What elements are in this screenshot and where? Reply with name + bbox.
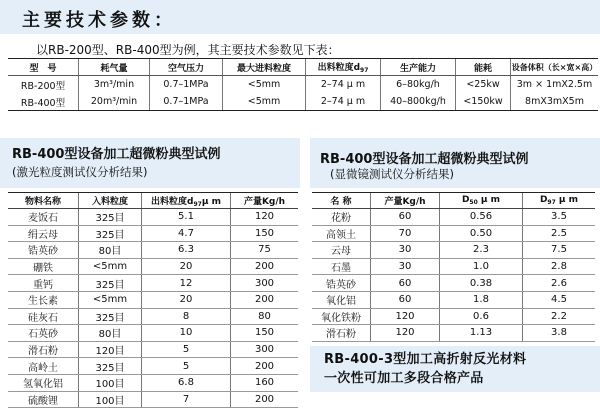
left-table-row-cell: <5mm xyxy=(79,258,142,275)
left-table-row-cell: 325目 xyxy=(79,209,142,226)
left-table-row-cell: 100目 xyxy=(79,374,142,391)
left-table-row-cell: 325目 xyxy=(79,275,142,292)
left-table-row-cell: 160 xyxy=(231,374,299,391)
left-header-yield: 产量Kg/h xyxy=(231,193,299,209)
spec-cell: <5mm xyxy=(223,76,306,94)
right-results-table xyxy=(312,192,595,342)
left-table-row-cell: 80目 xyxy=(79,242,142,259)
right-header-d97-unit: μ m xyxy=(558,195,579,205)
left-table-row-cell: 150 xyxy=(231,225,299,242)
right-table-row-cell: 60 xyxy=(371,275,440,292)
left-header-output-sub: 97 xyxy=(193,200,202,208)
right-table-row-cell: 花粉 xyxy=(312,209,371,226)
spec-cell: 0.7–1MPa xyxy=(150,76,223,94)
right-header-d50-sub: 50 xyxy=(469,199,478,206)
right-table-row-cell: 30 xyxy=(371,242,440,259)
left-table-row-cell: 硅灰石 xyxy=(8,308,79,325)
left-table-row-cell: 20 xyxy=(142,258,231,275)
left-table-row-cell: 重钙 xyxy=(8,275,79,292)
left-table-row-cell: 生长素 xyxy=(8,291,79,308)
right-table-row xyxy=(312,242,595,259)
right-header-row xyxy=(312,193,595,209)
right-table-row xyxy=(312,325,595,342)
left-table-row xyxy=(8,225,298,242)
left-block-heading: RB-400型设备加工超微粉典型试例 xyxy=(12,147,221,162)
left-table-row-cell: 6.8 xyxy=(142,374,231,391)
right-table-row-cell: 120 xyxy=(371,308,440,325)
left-table-row-cell: 滑石粉 xyxy=(8,341,79,358)
left-table-row-cell: <5mm xyxy=(79,291,142,308)
right-table-row-cell: 1.13 xyxy=(440,325,523,342)
intro-text: 以RB-200型、RB-400型为例，其主要技术参数见下表： xyxy=(36,43,340,57)
left-table-row-cell: 绢云母 xyxy=(8,225,79,242)
left-header-feed-size: 入料粒度 xyxy=(79,193,142,209)
left-header-output-size xyxy=(142,193,231,209)
bottom-heading xyxy=(324,350,594,388)
bottom-heading-line1: RB-400-3型加工高折射反光材料 xyxy=(324,352,527,367)
left-table-row-cell: 20 xyxy=(142,291,231,308)
spec-cell: RB-400型 xyxy=(8,93,79,111)
left-table-row-cell: 麦饭石 xyxy=(8,209,79,226)
spec-header-max-feed: 最大进料粒度 xyxy=(223,59,306,76)
left-table-row-cell: 12 xyxy=(142,275,231,292)
left-table-row xyxy=(8,341,298,358)
right-table-row-cell: 30 xyxy=(371,258,440,275)
right-header-d97-label: D xyxy=(539,195,548,205)
left-table-row-cell: 5 xyxy=(142,358,231,375)
left-table-row-cell: 7 xyxy=(142,391,231,408)
right-table-row-cell: 1.0 xyxy=(440,258,523,275)
left-table-row-cell: 100目 xyxy=(79,391,142,408)
left-table-row xyxy=(8,275,298,292)
right-table-row xyxy=(312,225,595,242)
right-header-d50-unit: μ m xyxy=(480,195,501,205)
left-table-row-cell: 200 xyxy=(231,258,299,275)
right-header-d97-sub: 97 xyxy=(547,199,556,206)
left-results-table xyxy=(8,192,298,408)
left-table-row-cell: 120目 xyxy=(79,341,142,358)
left-table-row-cell: 325目 xyxy=(79,225,142,242)
right-header-d97 xyxy=(523,193,596,209)
spec-cell: <5mm xyxy=(223,93,306,111)
right-header-name: 名 称 xyxy=(312,193,371,209)
right-table-row xyxy=(312,308,595,325)
left-header-output-label: 出料粒度d xyxy=(151,196,194,207)
right-table-row-cell: 滑石粉 xyxy=(312,325,371,342)
right-table-row-cell: 120 xyxy=(371,325,440,342)
right-table-row-cell: 70 xyxy=(371,225,440,242)
spec-cell: 40–800kg/h xyxy=(381,93,456,111)
spec-cell: <150kw xyxy=(456,93,511,111)
bottom-heading-line2: 一次性可加工多段合格产品 xyxy=(324,371,484,386)
left-table-row xyxy=(8,258,298,275)
spec-cell: 6–80kg/h xyxy=(381,76,456,94)
right-table-row-cell: 7.5 xyxy=(523,242,596,259)
right-table-row-cell: 0.50 xyxy=(440,225,523,242)
left-table-row-cell: 硫酸锂 xyxy=(8,391,79,408)
right-table-row-cell: 高领土 xyxy=(312,225,371,242)
right-table-row-cell: 0.56 xyxy=(440,209,523,226)
left-header-material: 物料名称 xyxy=(8,193,79,209)
right-table-row-cell: 氧化铁粉 xyxy=(312,308,371,325)
left-table-row-cell: 石英砂 xyxy=(8,325,79,342)
page-title: 主要技术参数： xyxy=(22,10,176,31)
left-header-row xyxy=(8,193,298,209)
right-table-row-cell: 2.6 xyxy=(523,275,596,292)
spec-cell: 20m³/min xyxy=(79,93,150,111)
left-table-row xyxy=(8,374,298,391)
left-table-row-cell: 75 xyxy=(231,242,299,259)
left-table-row-cell: 120 xyxy=(231,209,299,226)
right-table-row xyxy=(312,258,595,275)
right-table-row xyxy=(312,275,595,292)
left-table-row-cell: 5 xyxy=(142,341,231,358)
right-header-d50-label: D xyxy=(461,195,470,205)
spec-row xyxy=(8,93,598,111)
left-table-row-cell: 6.3 xyxy=(142,242,231,259)
left-table-row-cell: 4.7 xyxy=(142,225,231,242)
right-table-row-cell: 云母 xyxy=(312,242,371,259)
left-table-row xyxy=(8,308,298,325)
right-table-row-cell: 3.5 xyxy=(523,209,596,226)
right-table-row-cell: 60 xyxy=(371,209,440,226)
right-table-row-cell: 2.2 xyxy=(523,308,596,325)
right-table-row-cell: 1.8 xyxy=(440,291,523,308)
spec-table xyxy=(8,58,598,111)
left-table-row-cell: 325目 xyxy=(79,358,142,375)
spec-header-output-label: 出料粒度d xyxy=(317,63,361,73)
right-header-d50 xyxy=(440,193,523,209)
spec-header-output-sub: 97 xyxy=(360,67,369,74)
left-table-row xyxy=(8,242,298,259)
right-table-row-cell: 锆英砂 xyxy=(312,275,371,292)
spec-cell: <25kw xyxy=(456,76,511,94)
spec-header-capacity: 生产能力 xyxy=(381,59,456,76)
right-table-row-cell: 2.3 xyxy=(440,242,523,259)
spec-row xyxy=(8,76,598,94)
right-header-yield: 产量Kg/h xyxy=(371,193,440,209)
left-table-row-cell: 氢氧化铝 xyxy=(8,374,79,391)
left-table-row-cell: 80 xyxy=(231,308,299,325)
spec-header-energy: 能耗 xyxy=(456,59,511,76)
spec-cell: 3m³/min xyxy=(79,76,150,94)
right-table-row-cell: 0.6 xyxy=(440,308,523,325)
left-table-row-cell: 300 xyxy=(231,341,299,358)
left-table-row-cell: 硼铁 xyxy=(8,258,79,275)
right-table-row-cell: 3.8 xyxy=(523,325,596,342)
left-table-row xyxy=(8,391,298,408)
left-table-row-cell: 200 xyxy=(231,291,299,308)
spec-header-air-consumption: 耗气量 xyxy=(79,59,150,76)
right-table-row-cell: 石墨 xyxy=(312,258,371,275)
left-table-row xyxy=(8,358,298,375)
right-table-row-cell: 0.38 xyxy=(440,275,523,292)
spec-header-model: 型 号 xyxy=(8,59,79,76)
spec-cell: 2–74 μ m xyxy=(306,76,381,94)
left-table-row-cell: 8 xyxy=(142,308,231,325)
right-table-row-cell: 氧化铝 xyxy=(312,291,371,308)
left-table-row-cell: 325目 xyxy=(79,308,142,325)
right-table-row xyxy=(312,209,595,226)
left-table-row-cell: 5.1 xyxy=(142,209,231,226)
left-table-row-cell: 10 xyxy=(142,325,231,342)
left-block-subheading: (激光粒度测试仪分析结果) xyxy=(12,165,148,179)
spec-cell: 0.7–1MPa xyxy=(150,93,223,111)
right-table-row-cell: 60 xyxy=(371,291,440,308)
right-table-row xyxy=(312,291,595,308)
right-block-subheading: (显微镜测试仪分析结果) xyxy=(330,167,454,181)
right-table-row-cell: 2.5 xyxy=(523,225,596,242)
right-table-row-cell: 2.8 xyxy=(523,258,596,275)
spec-cell: 8mX3mX5m xyxy=(511,93,599,111)
left-table-row xyxy=(8,291,298,308)
spec-cell: 2–74 μ m xyxy=(306,93,381,111)
left-table-row-cell: 高岭土 xyxy=(8,358,79,375)
spec-header-volume: 设备体积（长×宽×高） xyxy=(511,59,599,76)
spec-header-air-pressure: 空气压力 xyxy=(150,59,223,76)
spec-header-row xyxy=(8,59,598,76)
right-table-row-cell: 4.5 xyxy=(523,291,596,308)
left-table-row-cell: 80目 xyxy=(79,325,142,342)
left-header-output-unit: μ m xyxy=(201,196,221,207)
spec-cell: RB-200型 xyxy=(20,80,66,92)
spec-cell: 3m × 1mX2.5m xyxy=(511,76,599,94)
left-table-row-cell: 150 xyxy=(231,325,299,342)
left-table-row-cell: 200 xyxy=(231,358,299,375)
left-table-row-cell: 300 xyxy=(231,275,299,292)
spec-header-output-size xyxy=(306,59,381,76)
left-table-row xyxy=(8,325,298,342)
right-block-heading: RB-400型设备加工超微粉典型试例 xyxy=(320,152,529,167)
left-table-row-cell: 200 xyxy=(231,391,299,408)
left-table-row-cell: 锆英砂 xyxy=(8,242,79,259)
left-table-row xyxy=(8,209,298,226)
